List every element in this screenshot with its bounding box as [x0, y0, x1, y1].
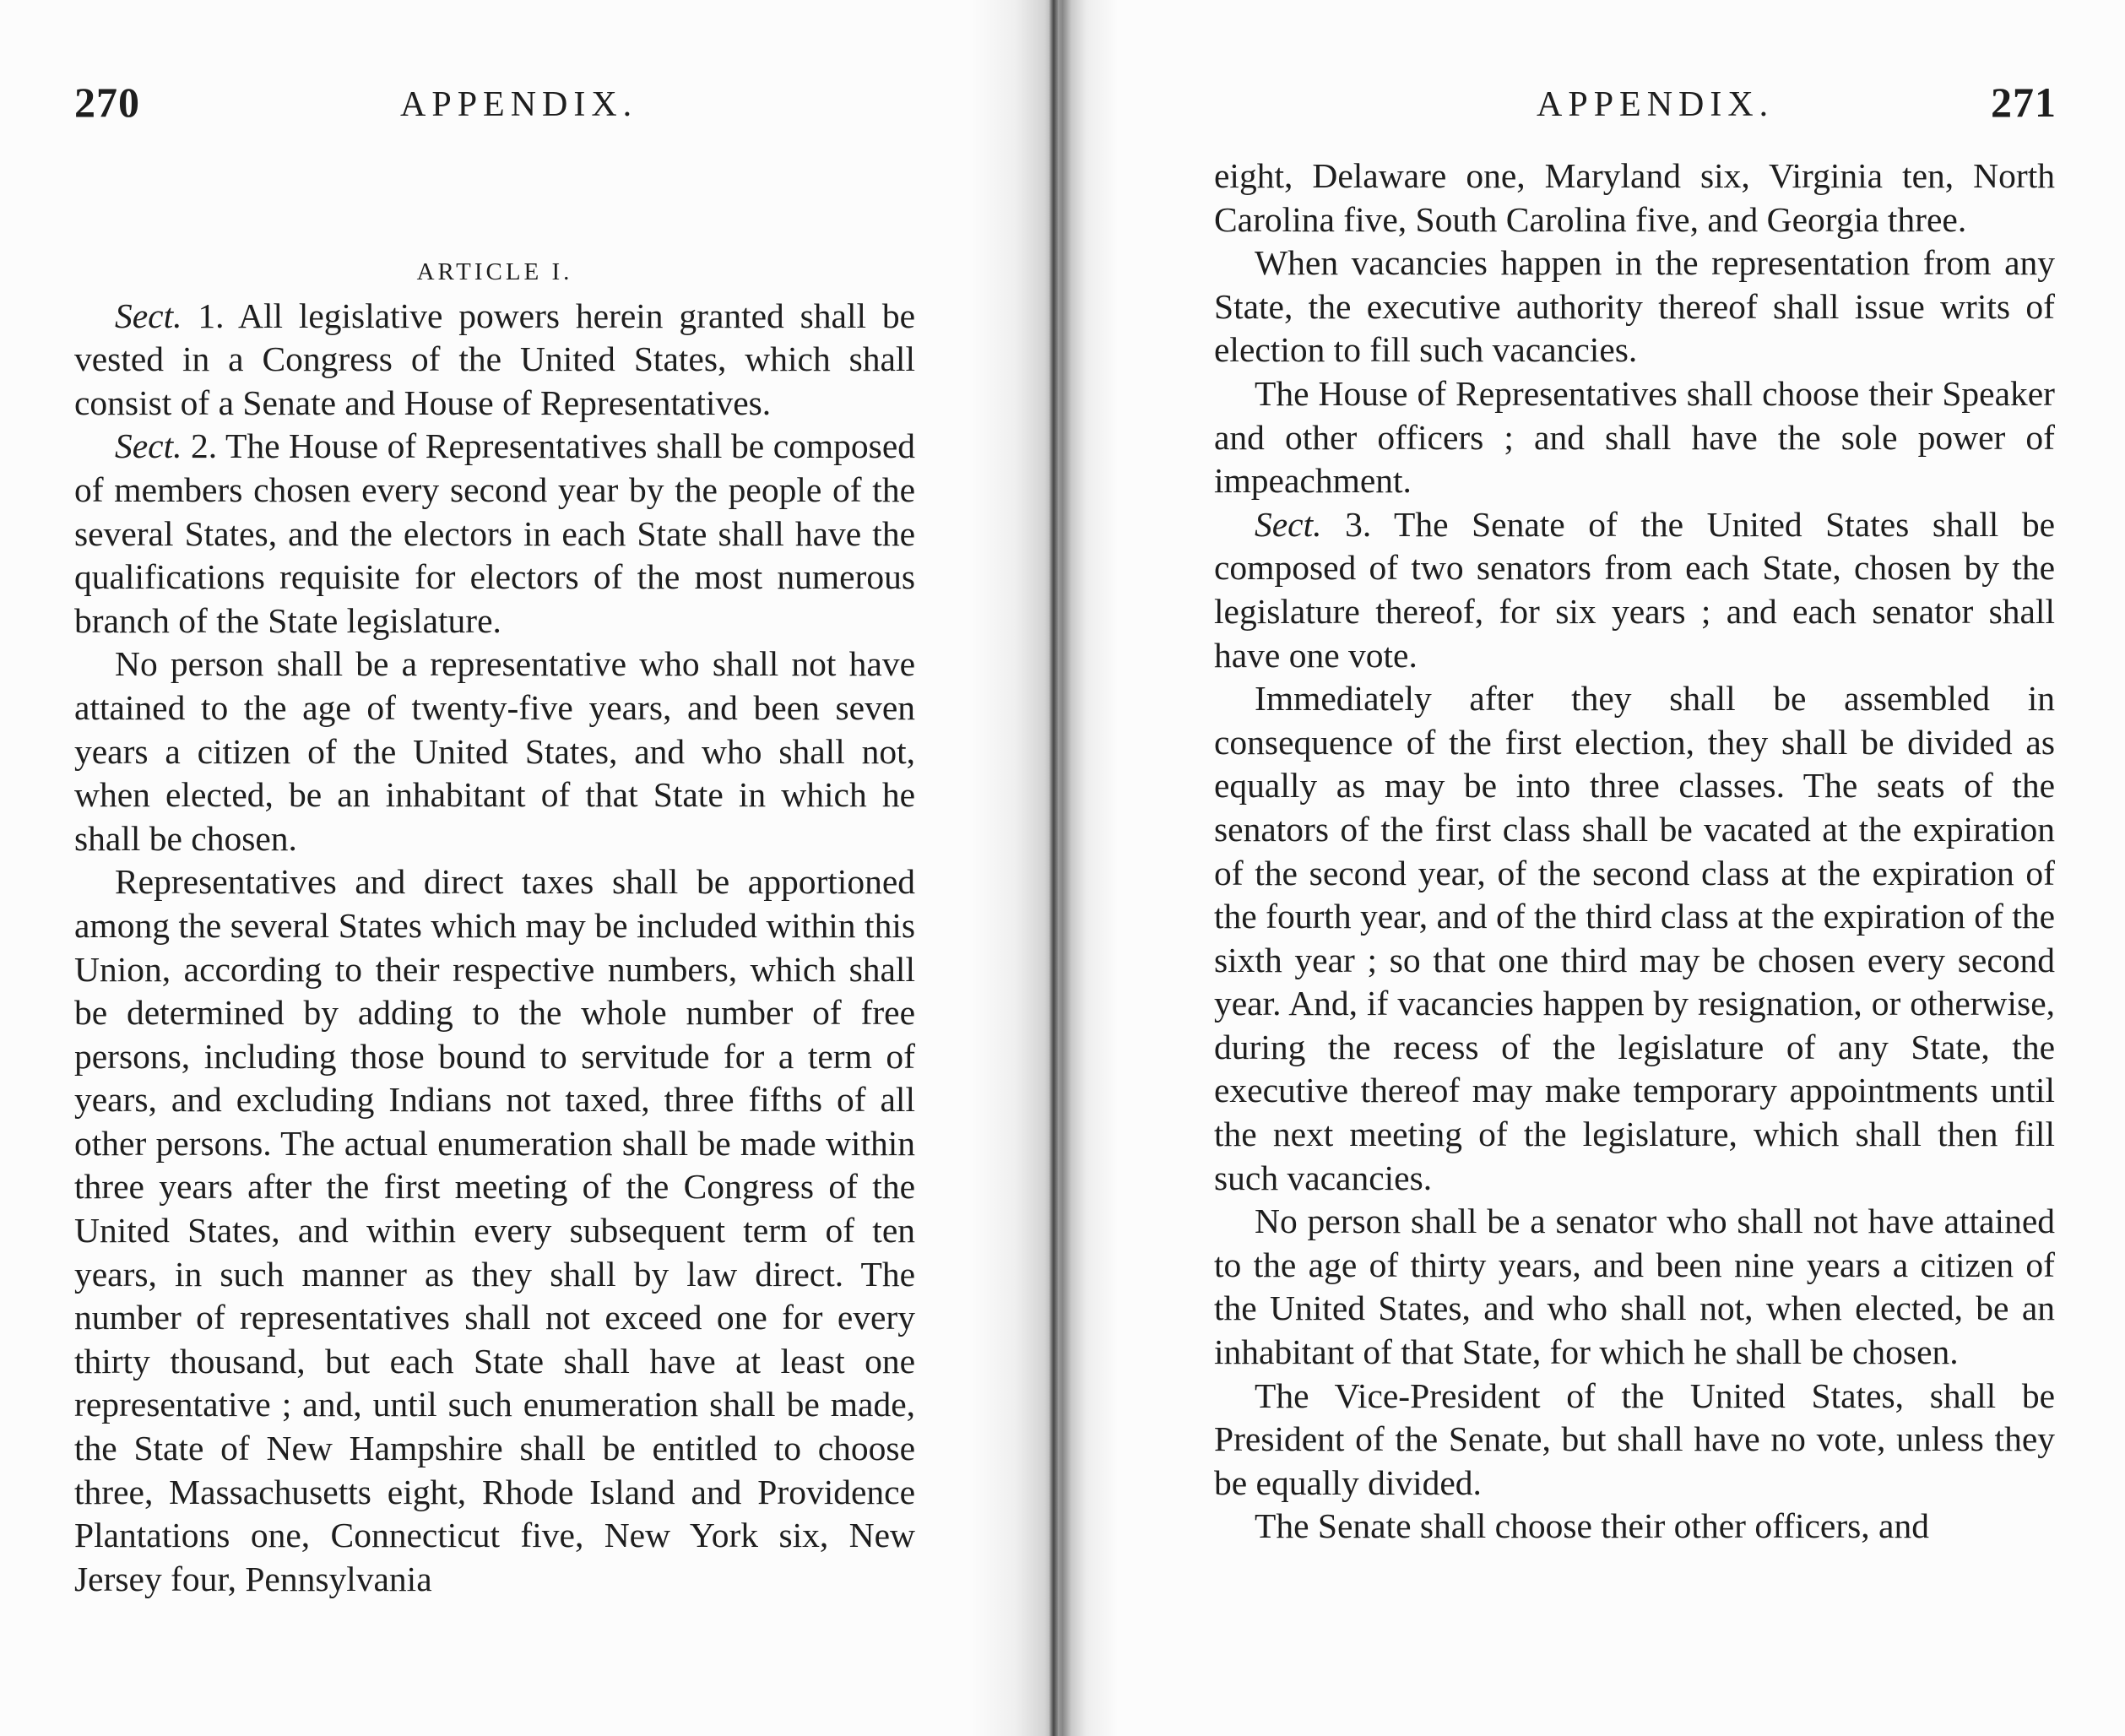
paragraph: [74, 643, 915, 860]
book-gutter-fold: [1049, 0, 1058, 1736]
paragraph-text: 2. The House of Representatives shall be composed of members chosen every second year by the people of the several States, and the electors in each State shall have the qualifications requisite for electors of the most numerous branch of the State legislature.: [74, 426, 915, 640]
paragraph: [74, 295, 915, 426]
paragraph: [1214, 241, 2055, 372]
paragraph-text: When vacancies happen in the representation from any State, the executive authority thereof shall issue writs of election to fill such vacancies.: [1214, 243, 2055, 370]
paragraph: [1214, 1375, 2055, 1505]
paragraph-text: Representatives and direct taxes shall be apportioned among the several States which may be included within this Union, according to their respective numbers, which shall be determined by adding to the whole number of free persons, including those bound to servitude for a term of years, and excluding Indians not taxed, three fifths of all other persons. The actual enumeration shall be made within three years after the first meeting of the Congress of the United States, and within every subsequent term of ten years, in such manner as they shall by law direct. The number of representatives shall not exceed one for every thirty thousand, but each State shall have at least one representative ; and, until such enumeration shall be made, the State of New Hampshire shall be entitled to choose three, Massachusetts eight, Rhode Island and Providence Plantations one, Connecticut five, New York six, New Jersey four, Pennsylvania: [74, 862, 915, 1598]
paragraph: [1214, 1505, 2055, 1549]
book-gutter-shadow: [971, 0, 1119, 1736]
section-lead: Sect.: [115, 296, 182, 335]
paragraph: [1214, 1200, 2055, 1374]
left-running-head: APPENDIX.: [400, 85, 638, 124]
paragraph: [74, 425, 915, 643]
section-lead: Sect.: [115, 426, 182, 466]
paragraph: [1214, 503, 2055, 677]
paragraph-text: No person shall be a senator who shall not have attained to the age of thirty years, and been nine years a citizen of the United States, and who shall not, when elected, be an inhabitant of that State, for which he shall be chosen.: [1214, 1202, 2055, 1372]
paragraph-text: The Senate shall choose their other officers, and: [1255, 1506, 1929, 1546]
right-running-head: APPENDIX.: [1537, 85, 1775, 124]
section-lead: Sect.: [1255, 504, 1322, 544]
paragraph-text: No person shall be a representative who shall not have attained to the age of twenty-five years, and been seven years a citizen of the United States, and who shall not, when elected, be an inhabitant of that State in which he shall be chosen.: [74, 644, 915, 858]
left-page: [0, 0, 1060, 1736]
paragraph: [74, 860, 915, 1601]
paragraph-text: Immediately after they shall be assembled in consequence of the first election, they shall be divided as equally as may be into three classes. The seats of the senators of the first class shall be vacated at the expiration of the second year, of the second class at the expiration of the fourth year, and of the third class at the expiration of the sixth year ; so that one third may be chosen every second year. And, if vacancies happen by resignation, or otherwise, during the recess of the legislature of any State, the executive thereof may make temporary appointments until the next meeting of the legislature, which shall then fill such vacancies.: [1214, 679, 2055, 1197]
paragraph: [1214, 155, 2055, 241]
right-page-body: [1214, 155, 2055, 1549]
right-page-number: 271: [1991, 79, 2057, 126]
article-heading: ARTICLE I.: [416, 258, 573, 285]
paragraph-text: 3. The Senate of the United States shall be composed of two senators from each State, chosen by the legislature thereof, for six years ; and each senator shall have one vote.: [1214, 504, 2055, 675]
left-page-body: [74, 251, 915, 1601]
paragraph: [1214, 677, 2055, 1200]
paragraph-text: eight, Delaware one, Maryland six, Virginia ten, North Carolina five, South Carolina five, and Georgia three.: [1214, 156, 2055, 239]
paragraph-text: The Vice-President of the United States, shall be President of the Senate, but shall have no vote, unless they be equally divided.: [1214, 1375, 2055, 1502]
paragraph-text: 1. All legislative powers herein granted shall be vested in a Congress of the United States, which shall consist of a Senate and House of Representatives.: [74, 296, 915, 422]
left-page-number: 270: [74, 79, 140, 126]
paragraph: [1214, 372, 2055, 503]
paragraph-text: The House of Representatives shall choose their Speaker and other officers ; and shall have the sole power of impeachment.: [1214, 373, 2055, 501]
